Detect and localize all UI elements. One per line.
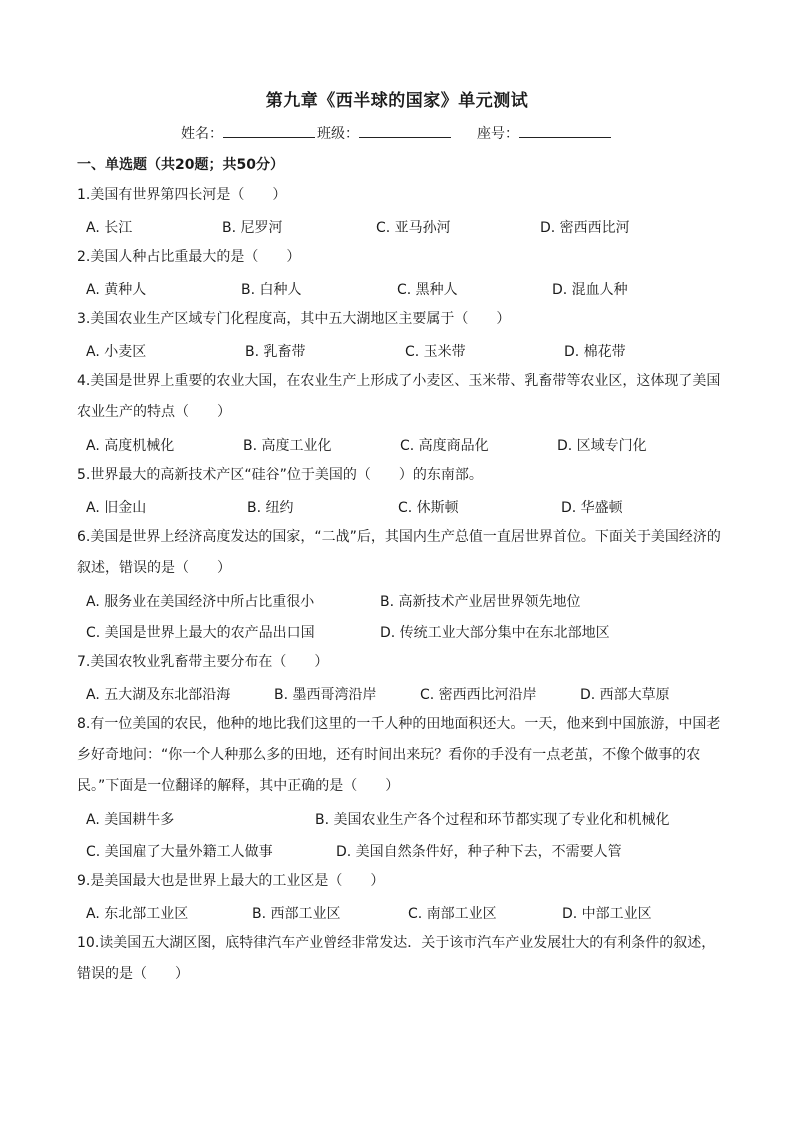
- q1-option-d[interactable]: D. 密西西比河: [540, 220, 630, 236]
- q6-option-a[interactable]: A. 服务业在美国经济中所占比重很小: [86, 594, 315, 610]
- student-info-line: [0, 123, 794, 143]
- q1-option-a[interactable]: A. 长江: [86, 220, 133, 236]
- q7-option-b[interactable]: B. 墨西哥湾沿岸: [274, 687, 377, 703]
- q4-option-c[interactable]: C. 高度商品化: [400, 438, 489, 454]
- q8-option-c[interactable]: C. 美国雇了大量外籍工人做事: [86, 844, 273, 860]
- q9-option-d[interactable]: D. 中部工业区: [562, 906, 652, 922]
- q9-option-a[interactable]: A. 东北部工业区: [86, 906, 189, 922]
- section-title: 一、单选题（共20题；共50分）: [77, 157, 284, 173]
- question-6: 6.美国是世界上经济高度发达的国家，“二战”后，其国内生产总值一直居世界首位。下面关于美国经济的叙述，错误的是（ ）: [77, 529, 721, 576]
- q8-option-a[interactable]: A. 美国耕牛多: [86, 812, 175, 828]
- q8-option-b[interactable]: B. 美国农业生产各个过程和环节都实现了专业化和机械化: [315, 812, 670, 828]
- q9-option-c[interactable]: C. 南部工业区: [408, 906, 497, 922]
- q6-option-b[interactable]: B. 高新技术产业居世界领先地位: [380, 594, 581, 610]
- q5-option-b[interactable]: B. 纽约: [247, 500, 294, 516]
- seat-label: 座号：: [477, 126, 519, 142]
- q4-option-b[interactable]: B. 高度工业化: [243, 438, 332, 454]
- q2-option-d[interactable]: D. 混血人种: [552, 282, 628, 298]
- question-2: 2.美国人种占比重最大的是（ ）: [77, 249, 301, 265]
- q6-option-d[interactable]: D. 传统工业大部分集中在东北部地区: [380, 625, 610, 641]
- q4-option-a[interactable]: A. 高度机械化: [86, 438, 175, 454]
- q2-option-c[interactable]: C. 黑种人: [397, 282, 458, 298]
- name-blank[interactable]: [223, 123, 315, 138]
- q1-option-b[interactable]: B. 尼罗河: [222, 220, 283, 236]
- class-blank[interactable]: [359, 123, 451, 138]
- q1-option-c[interactable]: C. 亚马孙河: [376, 220, 451, 236]
- q7-option-c[interactable]: C. 密西西比河沿岸: [420, 687, 537, 703]
- class-label: 班级：: [317, 126, 359, 142]
- q7-option-a[interactable]: A. 五大湖及东北部沿海: [86, 687, 231, 703]
- q8-option-d[interactable]: D. 美国自然条件好，种子种下去，不需要人管: [336, 844, 622, 860]
- q2-option-a[interactable]: A. 黄种人: [86, 282, 147, 298]
- q5-option-d[interactable]: D. 华盛顿: [561, 500, 623, 516]
- q9-option-b[interactable]: B. 西部工业区: [252, 906, 341, 922]
- question-5: 5.世界最大的高新技术产区“硅谷”位于美国的（ ）的东南部。: [77, 467, 483, 483]
- q5-option-c[interactable]: C. 休斯顿: [398, 500, 459, 516]
- question-4: 4.美国是世界上重要的农业大国，在农业生产上形成了小麦区、玉米带、乳畜带等农业区，这体现了美国农业生产的特点（ ）: [77, 373, 721, 420]
- q7-option-d[interactable]: D. 西部大草原: [580, 687, 670, 703]
- question-9: 9.是美国最大也是世界上最大的工业区是（ ）: [77, 873, 385, 889]
- question-7: 7.美国农牧业乳畜带主要分布在（ ）: [77, 654, 329, 670]
- q5-option-a[interactable]: A. 旧金山: [86, 500, 147, 516]
- seat-blank[interactable]: [519, 123, 611, 138]
- name-label: 姓名：: [181, 126, 223, 142]
- question-10: 10.读美国五大湖区图，底特律汽车产业曾经非常发达．关于该市汽车产业发展壮大的有利条件的叙述，错误的是（ ）: [77, 935, 716, 982]
- q3-option-c[interactable]: C. 玉米带: [405, 344, 466, 360]
- q3-option-a[interactable]: A. 小麦区: [86, 344, 147, 360]
- page-title: 第九章《西半球的国家》单元测试: [265, 91, 529, 111]
- q2-option-b[interactable]: B. 白种人: [241, 282, 302, 298]
- q3-option-d[interactable]: D. 棉花带: [564, 344, 626, 360]
- question-1: 1.美国有世界第四长河是（ ）: [77, 187, 287, 203]
- q3-option-b[interactable]: B. 乳畜带: [245, 344, 306, 360]
- question-3: 3.美国农业生产区域专门化程度高，其中五大湖地区主要属于（ ）: [77, 311, 511, 327]
- q4-option-d[interactable]: D. 区域专门化: [557, 438, 647, 454]
- question-8: 8.有一位美国的农民，他种的地比我们这里的一千人种的田地面积还大。一天，他来到中国旅游，中国老乡好奇地问：“你一个人种那么多的田地，还有时间出来玩？看你的手没有一点老茧，不像个做事的农民。”下面是一位翻译的解释，其中正确的是（ ）: [77, 716, 721, 794]
- q6-option-c[interactable]: C. 美国是世界上最大的农产品出口国: [86, 625, 315, 641]
